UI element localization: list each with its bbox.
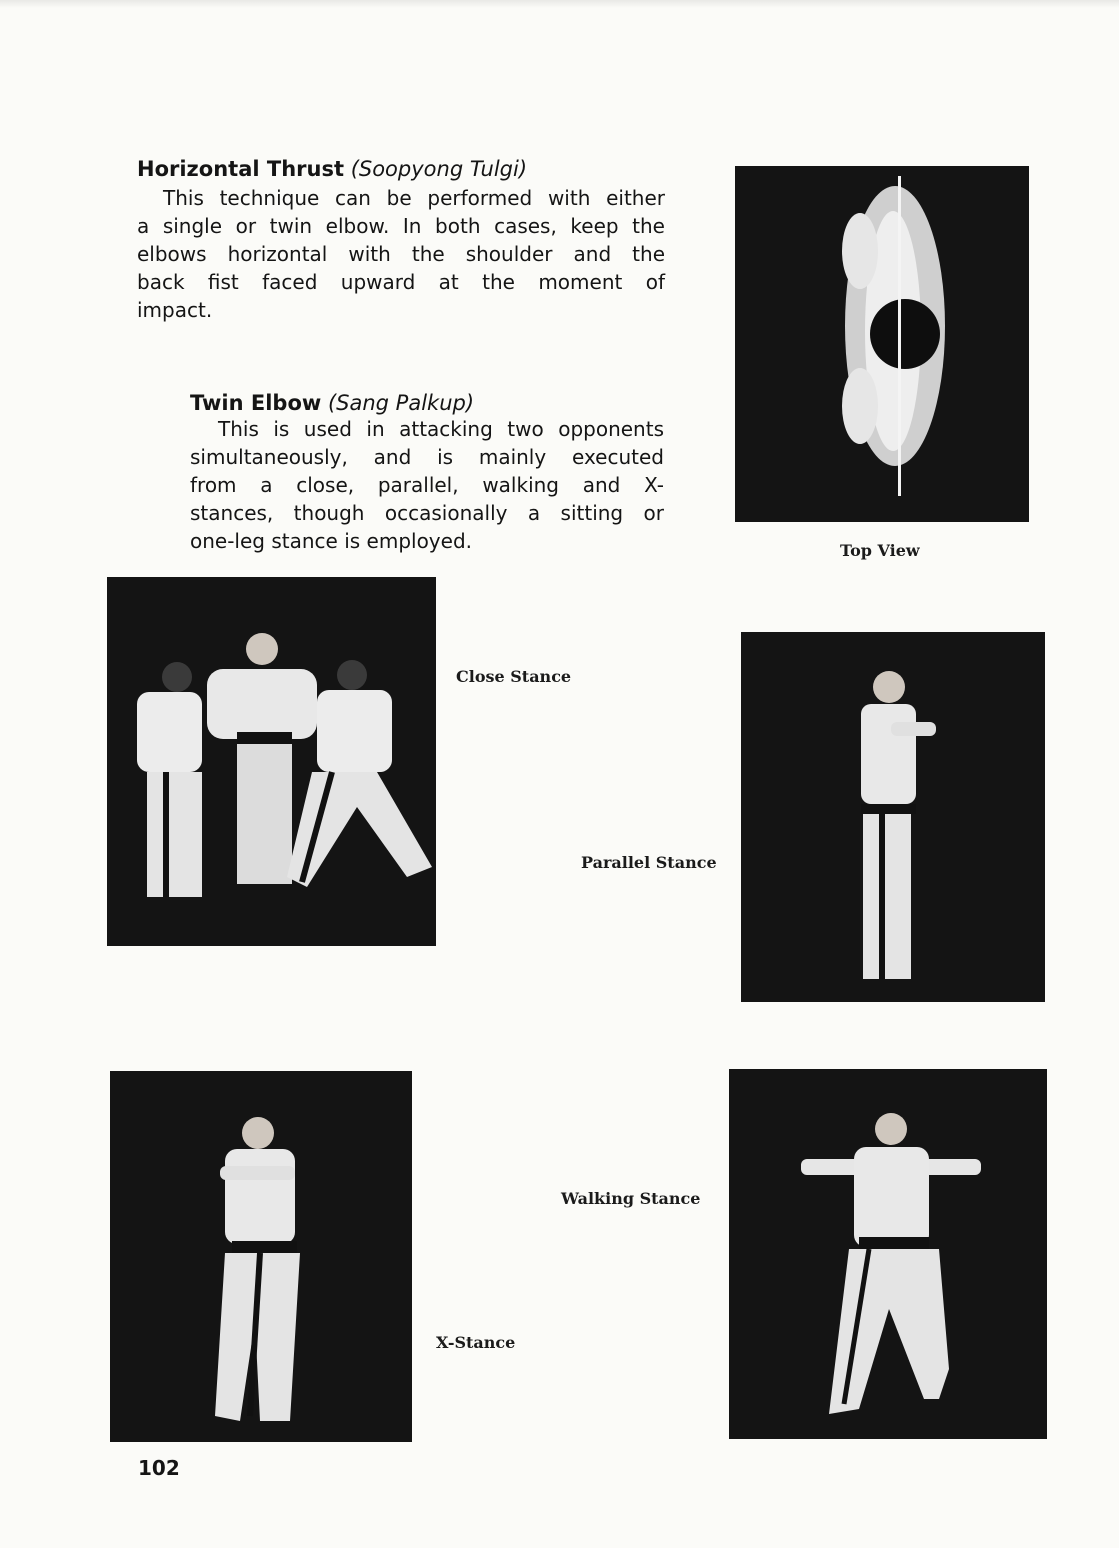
close-stance-caption: Close Stance [456, 667, 572, 686]
paragraph-line: This technique can be performed with either [163, 186, 665, 210]
horizontal-thrust-paragraph [137, 184, 665, 324]
parallel-stance-caption: Parallel Stance [581, 853, 717, 872]
paragraph-line: impact. [137, 298, 213, 322]
twin-elbow-paragraph [190, 415, 664, 555]
page-number: 102 [138, 1456, 180, 1480]
twin-elbow-heading [190, 390, 474, 416]
walking-stance-caption: Walking Stance [561, 1189, 701, 1208]
paragraph-line: one-leg stance is employed. [190, 529, 473, 553]
close-stance-photo [107, 577, 436, 946]
x-stance-caption: X-Stance [436, 1333, 516, 1352]
top-view-photo [735, 166, 1029, 522]
horizontal-thrust-heading [137, 156, 527, 182]
paragraph-line: a single or twin elbow. In both cases, keep the [137, 214, 665, 238]
paragraph-line: stances, though occasionally a sitting or [190, 501, 664, 525]
paragraph-line: simultaneously, and is mainly executed [190, 445, 664, 469]
horizontal-thrust-title: Horizontal Thrust [137, 157, 344, 181]
x-stance-photo [110, 1071, 412, 1442]
scan-edge [0, 0, 1119, 8]
paragraph-line: from a close, parallel, walking and X- [190, 473, 664, 497]
paragraph-line: back fist faced upward at the moment of [137, 270, 665, 294]
walking-stance-photo [729, 1069, 1047, 1439]
twin-elbow-title: Twin Elbow [190, 391, 322, 415]
twin-elbow-subtitle: (Sang Palkup) [327, 391, 475, 415]
paragraph-line: elbows horizontal with the shoulder and the [137, 242, 665, 266]
horizontal-thrust-subtitle: (Soopyong Tulgi) [350, 157, 528, 181]
paragraph-line: This is used in attacking two opponents [218, 417, 664, 441]
top-view-caption: Top View [840, 541, 920, 560]
parallel-stance-photo [741, 632, 1045, 1002]
